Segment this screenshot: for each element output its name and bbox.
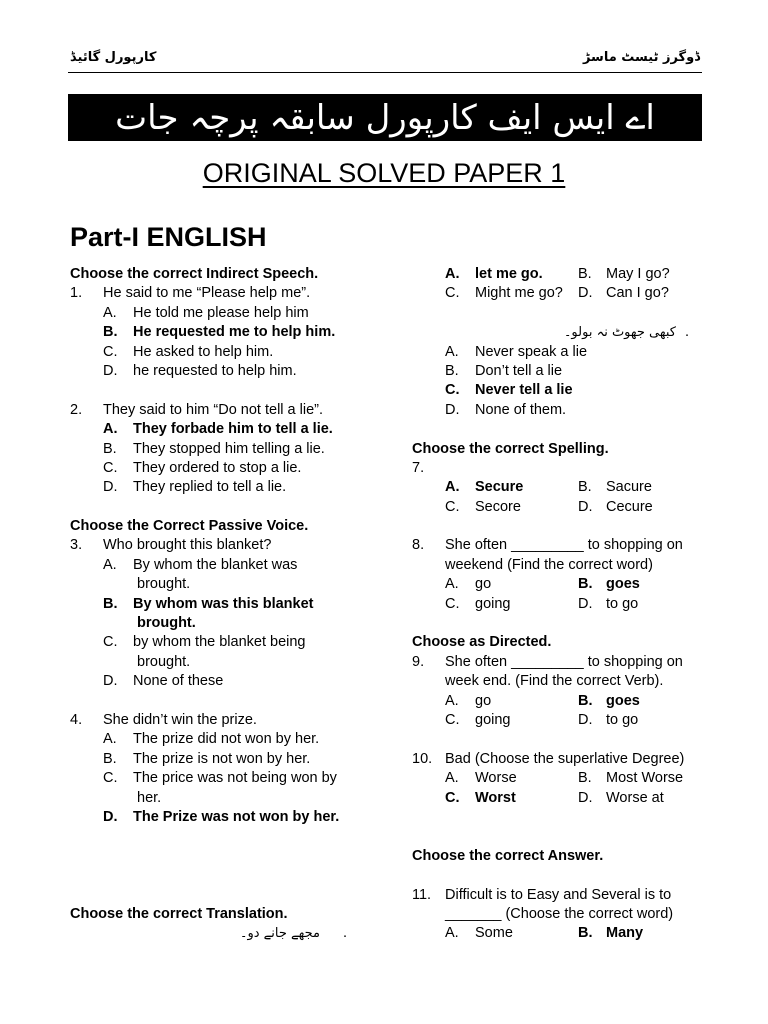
option-a: go — [475, 692, 492, 709]
option-d — [412, 401, 712, 420]
option-text: By whom the blanket was — [133, 556, 298, 573]
q5-options-row-2 — [412, 284, 712, 303]
option-label: A. — [445, 479, 460, 496]
blank-line — [412, 866, 712, 885]
option-a-answer — [70, 420, 390, 439]
q10-options-row-2 — [412, 789, 712, 808]
option-text: her. — [137, 789, 162, 806]
option-b-answer: goes — [606, 576, 640, 593]
header-left-title: کارپورل گائیڈ — [70, 50, 157, 65]
section-title: Part-I ENGLISH — [70, 222, 267, 252]
option-b: Sacure — [606, 479, 652, 496]
option-label: D. — [103, 808, 118, 825]
question-11 — [412, 886, 712, 905]
option-text: None of these — [133, 673, 224, 690]
question-text: She often _________ to shopping on — [445, 653, 683, 670]
right-column — [412, 265, 712, 944]
question-8-continued — [412, 556, 712, 575]
option-label: D. — [578, 789, 593, 806]
option-label: A. — [445, 343, 459, 360]
option-label: B. — [578, 925, 593, 942]
option-b-answer — [70, 323, 390, 342]
option-label: A. — [445, 692, 459, 709]
option-b-answer: Many — [606, 925, 644, 942]
option-d — [70, 478, 390, 497]
option-text: They replied to tell a lie. — [133, 479, 287, 496]
option-label: C. — [445, 595, 460, 612]
option-label: D. — [103, 673, 118, 690]
blank-line — [70, 886, 390, 905]
q8-options-row-2 — [412, 595, 712, 614]
blank-line — [412, 808, 712, 827]
option-a: Some — [475, 925, 513, 942]
option-text: brought. — [137, 576, 191, 593]
q9-options-row-1 — [412, 692, 712, 711]
blank-line — [412, 730, 712, 749]
question-9-continued — [412, 672, 712, 691]
question-1 — [70, 284, 390, 303]
option-a — [412, 343, 712, 362]
question-text: He said to me “Please help me”. — [103, 285, 311, 302]
blank-line — [70, 847, 390, 866]
option-label: A. — [103, 731, 117, 748]
blank-line — [412, 420, 712, 439]
question-dot: . — [343, 925, 348, 942]
option-label: A. — [445, 266, 460, 282]
blank-line — [70, 692, 390, 711]
question-number: 4. — [70, 711, 83, 728]
q7-options-row-1 — [412, 478, 712, 497]
option-label: A. — [103, 556, 117, 573]
question-3 — [70, 536, 390, 555]
question-text: Difficult is to Easy and Several is to — [445, 886, 672, 903]
question-4 — [70, 711, 390, 730]
option-text: By whom was this blanket — [133, 595, 314, 612]
option-text: He told me please help him — [133, 304, 309, 321]
option-c: Secore — [475, 498, 521, 515]
option-b-answer — [70, 595, 390, 614]
option-label: C. — [103, 459, 118, 476]
option-label: C. — [445, 498, 460, 515]
option-label: C. — [103, 634, 118, 651]
option-a-answer: let me go. — [475, 266, 543, 282]
q8-options-row-1 — [412, 575, 712, 594]
urdu-sentence: کبھی جھوٹ نہ بولو۔ — [563, 325, 676, 341]
option-b-answer: goes — [606, 692, 640, 709]
question-number: 1. — [70, 285, 83, 302]
option-text: The prize did not won by her. — [133, 731, 320, 748]
q10-options-row-1 — [412, 769, 712, 788]
option-label: B. — [578, 692, 593, 709]
question-2 — [70, 401, 390, 420]
question-number: 8. — [412, 537, 425, 554]
question-number: 2. — [70, 401, 83, 418]
option-label: B. — [103, 440, 117, 457]
option-label: C. — [103, 770, 118, 787]
option-text: He asked to help him. — [133, 343, 274, 360]
option-label: D. — [578, 498, 593, 515]
urdu-banner: اے ایس ایف کارپورل سابقہ پرچہ جات — [68, 94, 702, 141]
option-c-answer: Worst — [475, 789, 516, 806]
option-label: A. — [103, 421, 118, 438]
option-b-continued — [70, 614, 390, 633]
option-label: D. — [578, 595, 593, 612]
option-c: going — [475, 711, 511, 728]
option-c — [70, 459, 390, 478]
option-label: A. — [445, 925, 459, 942]
header-divider — [68, 72, 702, 73]
option-text: The price was not being won by — [133, 770, 337, 787]
option-d: Cecure — [606, 498, 653, 515]
question-text: Who brought this blanket? — [103, 537, 272, 554]
option-a: go — [475, 576, 492, 593]
option-label: C. — [103, 343, 118, 360]
option-text: by whom the blanket being — [133, 634, 306, 651]
section-heading-indirect-speech: Choose the correct Indirect Speech. — [70, 266, 319, 282]
option-a — [70, 730, 390, 749]
section-heading-spelling: Choose the correct Spelling. — [412, 440, 609, 457]
option-label: B. — [103, 595, 118, 612]
header-right-title: ڈوگرز ٹیسٹ ماسڑ — [582, 50, 700, 65]
option-c-continued — [70, 789, 390, 808]
option-label: D. — [103, 362, 118, 379]
option-label: C. — [445, 711, 460, 728]
option-c-answer — [412, 381, 712, 400]
option-c: Might me go? — [475, 285, 563, 302]
q5-options-row-1 — [412, 265, 712, 284]
urdu-sentence: مجھے جانے دو۔ — [239, 926, 320, 942]
question-5-urdu — [70, 924, 390, 943]
option-d: Can I go? — [606, 285, 669, 302]
option-text: They forbade him to tell a lie. — [133, 421, 333, 438]
blank-line — [412, 614, 712, 633]
option-a-answer: Secure — [475, 479, 524, 496]
question-number: 7. — [412, 459, 425, 476]
question-8 — [412, 536, 712, 555]
option-c — [70, 633, 390, 652]
question-number: 10. — [412, 750, 433, 767]
question-text: They said to him “Do not tell a lie”. — [103, 401, 324, 418]
option-label: B. — [103, 750, 117, 767]
option-text: he requested to help him. — [133, 362, 297, 379]
blank-line — [70, 381, 390, 400]
option-a — [70, 304, 390, 323]
option-label: D. — [578, 711, 593, 728]
blank-line — [70, 866, 390, 885]
option-text: He requested me to help him. — [133, 324, 336, 341]
question-text: _______ (Choose the correct word) — [445, 905, 674, 922]
option-label: B. — [578, 770, 592, 787]
option-label: A. — [445, 576, 459, 593]
q7-options-row-2 — [412, 498, 712, 517]
option-b: Most Worse — [606, 770, 684, 787]
q11-options-row-1 — [412, 924, 712, 943]
blank-line — [412, 827, 712, 846]
blank-line — [412, 304, 712, 323]
question-6-urdu — [412, 323, 712, 342]
option-label: B. — [445, 362, 459, 379]
option-text: The prize is not won by her. — [133, 750, 311, 767]
question-7 — [412, 459, 712, 478]
question-text: weekend (Find the correct word) — [445, 556, 653, 573]
option-d — [70, 672, 390, 691]
question-text: week end. (Find the correct Verb). — [445, 673, 664, 690]
question-text: She didn’t win the prize. — [103, 711, 257, 728]
option-label: D. — [103, 479, 118, 496]
option-label: D. — [445, 401, 460, 418]
option-text: They stopped him telling a lie. — [133, 440, 325, 457]
option-label: A. — [103, 304, 117, 321]
section-heading-translation: Choose the correct Translation. — [70, 905, 288, 922]
section-heading-correct-answer: Choose the correct Answer. — [412, 847, 604, 864]
option-text: brought. — [137, 653, 191, 670]
left-column — [70, 265, 390, 944]
option-text: None of them. — [475, 401, 567, 418]
blank-line — [412, 517, 712, 536]
option-text: Never speak a lie — [475, 343, 588, 360]
option-label: C. — [445, 285, 460, 302]
option-a: Worse — [475, 770, 517, 787]
option-label: D. — [578, 285, 593, 302]
question-number: 11. — [412, 886, 432, 903]
blank-line — [70, 498, 390, 517]
option-label: A. — [445, 770, 459, 787]
option-c — [70, 769, 390, 788]
option-c-continued — [70, 653, 390, 672]
q9-options-row-2 — [412, 711, 712, 730]
option-a-continued — [70, 575, 390, 594]
option-label: B. — [578, 266, 592, 282]
question-text: Bad (Choose the superlative Degree) — [445, 750, 685, 767]
section-heading-as-directed: Choose as Directed. — [412, 634, 552, 651]
option-label: B. — [578, 576, 593, 593]
question-9 — [412, 653, 712, 672]
option-text: Never tell a lie — [475, 382, 573, 399]
question-10 — [412, 750, 712, 769]
option-text: Don’t tell a lie — [475, 362, 563, 379]
option-c — [70, 343, 390, 362]
option-d-answer — [70, 808, 390, 827]
option-text: The Prize was not won by her. — [133, 808, 340, 825]
option-a — [70, 556, 390, 575]
option-d: Worse at — [606, 789, 664, 806]
option-text: brought. — [137, 615, 196, 632]
section-heading-passive-voice: Choose the Correct Passive Voice. — [70, 518, 309, 535]
option-b — [70, 750, 390, 769]
blank-line — [70, 827, 390, 846]
option-label: C. — [445, 382, 460, 399]
question-11-continued — [412, 905, 712, 924]
option-label: B. — [103, 324, 118, 341]
option-b — [70, 440, 390, 459]
option-label: B. — [578, 479, 592, 496]
option-c: going — [475, 595, 511, 612]
option-b: May I go? — [606, 266, 670, 282]
option-label: C. — [445, 789, 460, 806]
question-number: 3. — [70, 537, 83, 554]
question-number: 9. — [412, 653, 425, 670]
option-text: They ordered to stop a lie. — [133, 459, 302, 476]
page-title: ORIGINAL SOLVED PAPER 1 — [202, 158, 566, 188]
option-b — [412, 362, 712, 381]
question-dot: . — [685, 324, 690, 341]
option-d — [70, 362, 390, 381]
option-d: to go — [606, 711, 639, 728]
question-text: She often _________ to shopping on — [445, 537, 683, 554]
option-d: to go — [606, 595, 639, 612]
